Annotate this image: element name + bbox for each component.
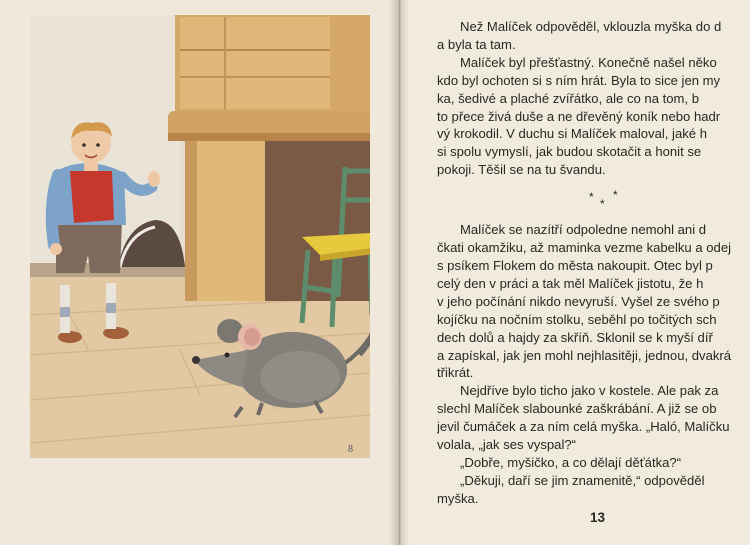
story-text xyxy=(437,18,750,538)
paragraph-6 xyxy=(437,472,750,508)
paragraph-1 xyxy=(437,18,750,54)
separator-star: * xyxy=(589,190,594,205)
text-line: volala, „jak ses vyspal?“ xyxy=(437,437,576,453)
text-line: čkati okamžiku, až maminka vezme kabelku a odej xyxy=(437,240,732,256)
paragraph-4 xyxy=(437,382,750,454)
text-line: s psíkem Flokem do města nakoupit. Otec byl p xyxy=(437,257,713,273)
text-line: Malíček se nazítří odpoledne nemohl ani d xyxy=(460,222,707,238)
artist-signature: 8 xyxy=(348,444,353,455)
book-gutter xyxy=(388,0,410,545)
text-line: kojíčku na nočním stolku, seběhl po točitých sch xyxy=(437,311,717,327)
illustration-boy-and-mouse xyxy=(30,15,370,458)
separator-star: * xyxy=(600,197,605,212)
text-line: vý krokodil. V duchu si Malíček maloval, jaké h xyxy=(437,126,707,142)
section-separator xyxy=(437,179,750,221)
text-line: jevil čumáček a za ním celá myška. „Haló, Malíčku xyxy=(437,419,730,435)
text-line: myška. xyxy=(437,490,479,506)
text-line: to přece živá duše a ne dřevěný koník nebo hadr xyxy=(437,108,721,124)
text-line: třikrát. xyxy=(437,365,474,381)
text-line: v jeho počínání nikdo nevyruší. Vyšel ze svého p xyxy=(437,293,720,309)
text-line: kdo byl ochoten si s ním hrát. Byla to sice jen my xyxy=(437,72,721,88)
separator-star: * xyxy=(613,188,618,203)
paragraph-2 xyxy=(437,54,750,179)
text-line: celý den v práci a tak měl Malíček jistotu, že h xyxy=(437,275,704,291)
text-line: a zapískal, jak jen mohl nejhlasitěji, jednou, dvakrá xyxy=(437,347,732,363)
text-line: ka, šedivé a plaché zvířátko, ale co na tom, b xyxy=(437,90,700,106)
text-line: Malíček byl přešťastný. Konečně našel něko xyxy=(460,54,717,70)
text-line: a byla ta tam. xyxy=(437,36,516,52)
text-line: pokoji. Těšil se na tu švandu. xyxy=(437,162,606,178)
paragraph-5 xyxy=(437,454,750,472)
text-line: „Dobře, myšičko, a co dělají děťátka?“ xyxy=(460,454,682,470)
text-line: dech dolů a hajdy za skříň. Sklonil se k myší díř xyxy=(437,329,713,345)
text-line: si spolu vymyslí, jak budou skotačit a honit se xyxy=(437,144,702,160)
text-line: Než Malíček odpověděl, vklouzla myška do d xyxy=(460,19,722,34)
text-line: slechl Malíček slabounké zaškrábání. A již se ob xyxy=(437,401,717,417)
page-number: 13 xyxy=(590,510,606,525)
paragraph-3 xyxy=(437,221,750,382)
text-line: „Děkuji, daří se jim znamenitě,“ odpověděl xyxy=(460,472,705,488)
text-line: Nejdříve bylo ticho jako v kostele. Ale pak za xyxy=(460,383,719,399)
